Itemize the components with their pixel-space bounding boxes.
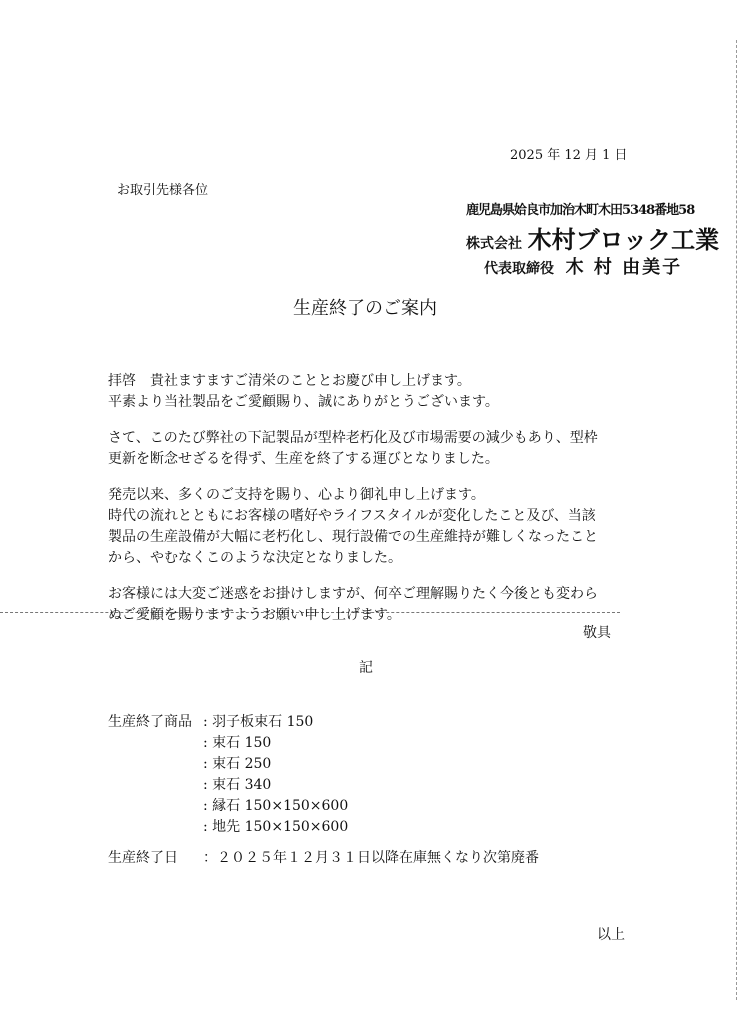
company-prefix: 株式会社: [466, 236, 522, 252]
body-line: お客様には大変ご迷惑をお掛けしますが、何卒ご理解賜りたく今後とも変わら: [108, 586, 598, 602]
sender-address: 鹿児島県姶良市加治木町木田5348番地58: [466, 203, 695, 218]
end-mark: 以上: [597, 927, 625, 943]
company-name: 木村ブロック工業: [527, 225, 720, 254]
end-date-label: 生産終了日: [108, 850, 178, 866]
sender-representative: [484, 253, 682, 279]
body-line: ぬご愛顧を賜りますようお願い申し上げます。: [108, 607, 401, 623]
letter-body: [108, 371, 598, 626]
product-item: : 地先 150×150×600: [203, 819, 349, 835]
products-list: [203, 712, 348, 838]
closing: 敬具: [583, 625, 611, 641]
body-line: 拝啓 貴社ますますご清栄のこととお慶び申し上げます。: [108, 373, 471, 389]
letter-title: 生産終了のご案内: [293, 298, 437, 319]
product-item: : 束石 250: [203, 756, 272, 772]
body-line: 時代の流れとともにお客様の嗜好やライフスタイルが変化したこと及び、当該: [108, 508, 596, 524]
recipient: お取引先様各位: [117, 183, 209, 198]
product-item: : 束石 340: [203, 777, 272, 793]
body-line: 製品の生産設備が大幅に老朽化し、現行設備での生産維持が難しくなったこと: [108, 529, 598, 545]
product-item: : 縁石 150×150×600: [203, 798, 349, 814]
letter-date: 2025 年 12 月 1 日: [510, 148, 628, 163]
body-line: 発売以来、多くのご支持を賜り、心より御礼申し上げます。: [108, 487, 485, 503]
products-label: 生産終了商品: [108, 714, 192, 730]
ki-heading: 記: [359, 660, 373, 676]
body-line: 更新を断念せざるを得ず、生産を終了する運びとなりました。: [108, 451, 499, 467]
rep-name: 木 村 由美子: [565, 257, 683, 278]
sender-company: [466, 220, 719, 255]
body-line: 平素より当社製品をご愛顧賜り、誠にありがとうございます。: [108, 394, 499, 410]
rep-title: 代表取締役: [484, 261, 554, 277]
body-line: さて、このたび弊社の下記製品が型枠老朽化及び市場需要の減少もあり、型枠: [108, 430, 598, 446]
product-item: : 羽子板束石 150: [203, 714, 314, 730]
body-line: から、やむなくこのような決定となりました。: [108, 550, 402, 566]
product-item: : 束石 150: [203, 735, 272, 751]
scan-edge-line: [736, 40, 737, 1000]
end-date-value: ：２０２５年１２月３１日以降在庫無くなり次第廃番: [203, 850, 539, 866]
